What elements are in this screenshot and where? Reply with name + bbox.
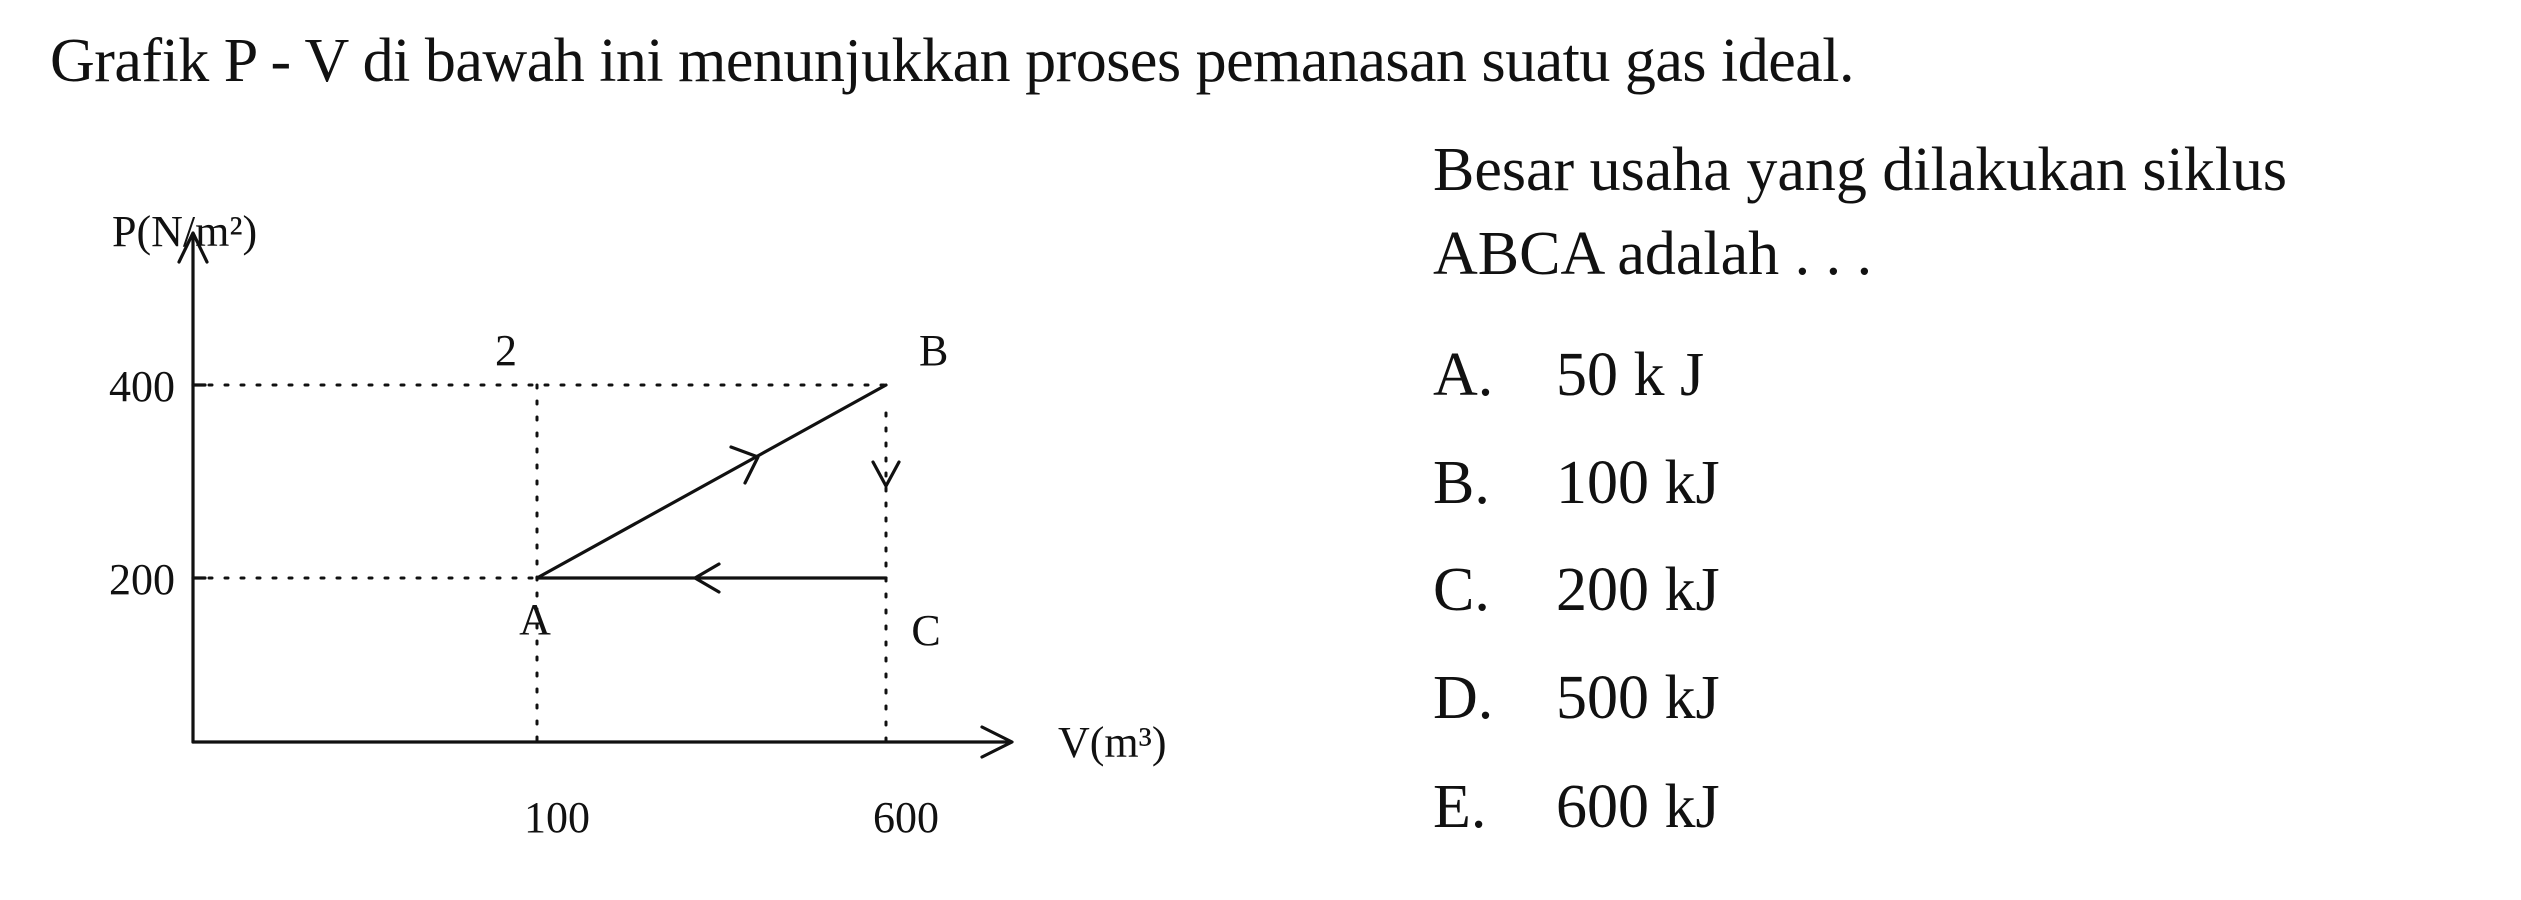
diagram-labels	[109, 207, 1167, 842]
question-prompt	[1433, 128, 2483, 296]
option-d-value: 500 kJ	[1556, 664, 1720, 732]
option-e-letter: E.	[1433, 773, 1487, 841]
process-a-b	[537, 385, 886, 578]
y-tick-label-200: 200	[109, 555, 175, 604]
annotation-2: 2	[495, 326, 517, 375]
x-axis-label: V(m³)	[1058, 718, 1167, 767]
option-c-value: 200 kJ	[1556, 556, 1720, 624]
question-title: Grafik P - V di bawah ini menunjukkan proses pemanasan suatu gas ideal.	[50, 27, 1855, 95]
axes	[179, 233, 1012, 757]
x-tick-label-600: 600	[873, 793, 939, 842]
cycle-process-lines	[537, 385, 899, 592]
prompt-line-2: ABCA adalah . . .	[1433, 220, 1873, 288]
dotted-guides	[193, 385, 886, 742]
option-b-letter: B.	[1433, 449, 1490, 517]
point-label-b: B	[919, 326, 949, 375]
point-label-a: A	[519, 595, 551, 644]
option-d-letter: D.	[1433, 664, 1494, 732]
y-tick-label-400: 400	[109, 362, 175, 411]
option-a-value: 50 k J	[1556, 341, 1705, 409]
prompt-line-1: Besar usaha yang dilakukan siklus	[1433, 136, 2288, 204]
point-label-c: C	[911, 606, 941, 655]
option-e-value: 600 kJ	[1556, 773, 1720, 841]
option-c-letter: C.	[1433, 556, 1490, 624]
option-a-letter: A.	[1433, 341, 1494, 409]
option-b-value: 100 kJ	[1556, 449, 1720, 517]
y-axis-label: P(N/m²)	[112, 207, 258, 256]
x-tick-label-100: 100	[524, 793, 590, 842]
